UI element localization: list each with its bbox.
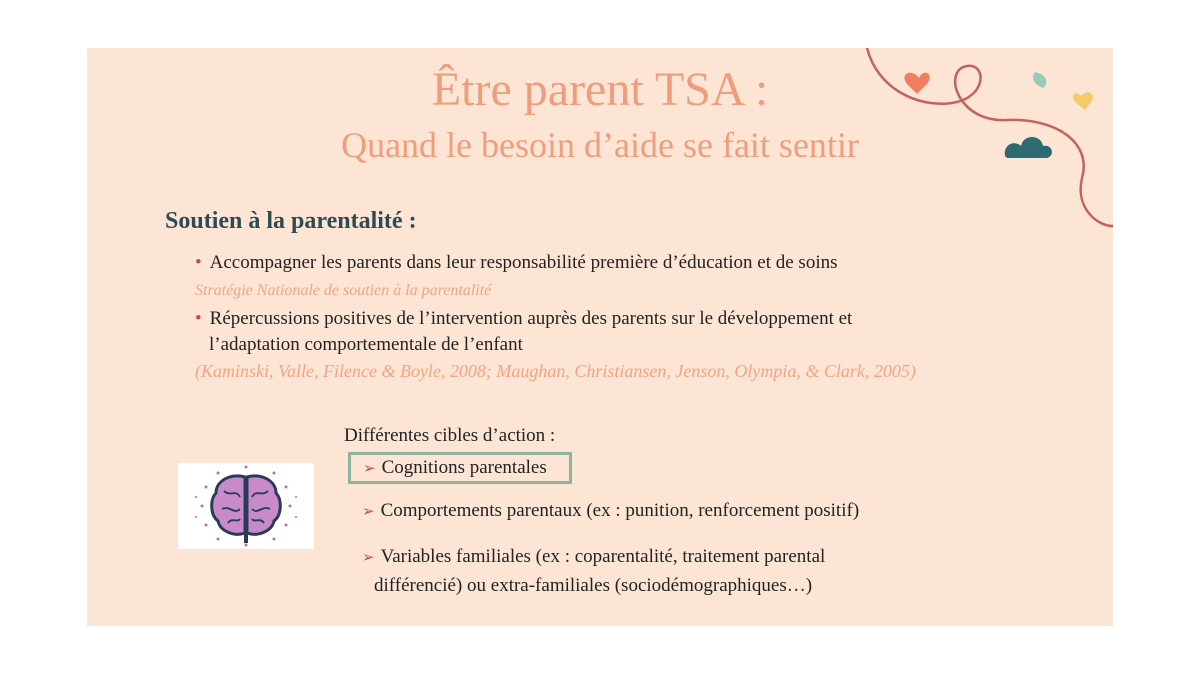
swirl-line (867, 48, 1113, 226)
bullet-text: Accompagner les parents dans leur responsabilité première d’éducation et de soins (209, 252, 838, 273)
arrow-icon: ➢ (363, 461, 376, 477)
bullet-text: Répercussions positives de l’intervention auprès des parents sur le développement et (209, 308, 853, 329)
target-item-highlighted (348, 452, 572, 484)
target-label-continued: différencié) ou extra-familiales (sociodémographiques…) (374, 575, 813, 596)
targets-title: Différentes cibles d’action : (344, 425, 556, 446)
citation: Stratégie Nationale de soutien à la parentalité (195, 282, 492, 299)
bullet-item (195, 306, 1035, 358)
leaf-icon (1033, 72, 1046, 88)
bullet-item (195, 252, 838, 274)
decoration-swirl (857, 48, 1113, 238)
target-item (362, 500, 859, 522)
heart-icon (1073, 92, 1093, 110)
citation: (Kaminski, Valle, Filence & Boyle, 2008; Maughan, Christiansen, Jenson, Olympia, & Clark, 2005) (195, 361, 916, 381)
section-heading: Soutien à la parentalité : (165, 208, 417, 234)
target-label: Variables familiales (ex : coparentalité, traitement parental (380, 546, 826, 567)
slide-title: Être parent TSA : (431, 63, 769, 116)
slide (87, 48, 1113, 626)
brain-image (178, 463, 314, 549)
brain-icon (178, 463, 314, 549)
heart-icon (904, 73, 929, 94)
slide-subtitle: Quand le besoin d’aide se fait sentir (341, 125, 859, 165)
target-item (362, 543, 950, 600)
target-label: Cognitions parentales (381, 457, 547, 478)
bullet-text-continued: l’adaptation comportementale de l’enfant (209, 334, 523, 355)
bullet-dot: • (195, 252, 202, 273)
bullet-dot: • (195, 308, 202, 329)
arrow-icon: ➢ (362, 550, 375, 566)
target-label: Comportements parentaux (ex : punition, renforcement positif) (380, 500, 860, 521)
cloud-icon (1005, 137, 1052, 158)
arrow-icon: ➢ (362, 504, 375, 520)
